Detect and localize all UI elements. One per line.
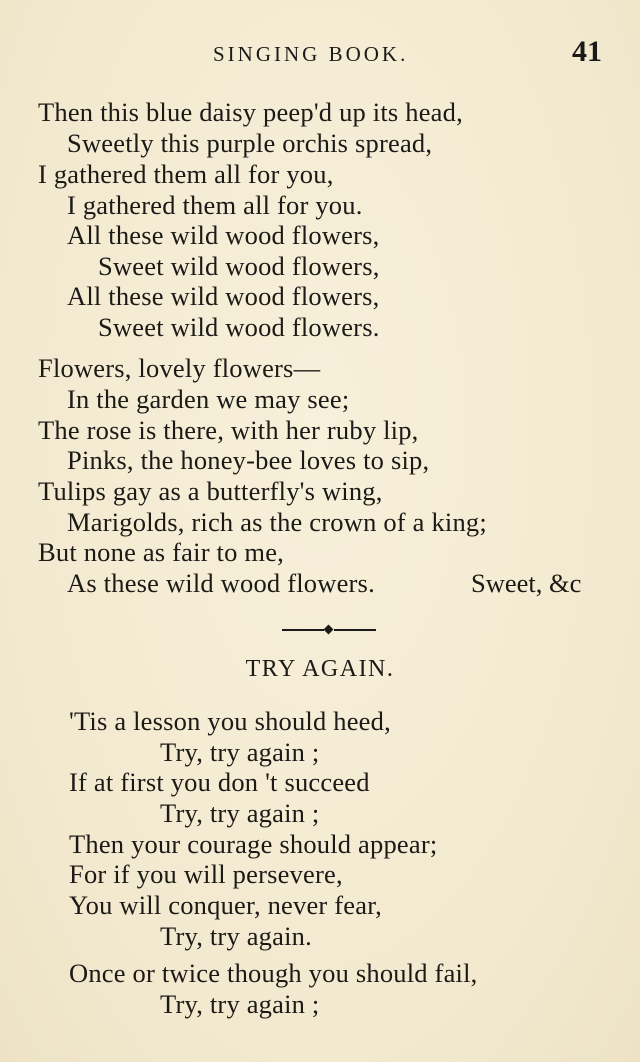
verse-line: But none as fair to me, <box>38 537 284 567</box>
verse-line: Sweetly this purple orchis spread, <box>67 128 433 158</box>
verse-line: All these wild wood flowers, <box>67 281 380 311</box>
verse-line: Tulips gay as a butterfly's wing, <box>38 476 383 506</box>
verse-line: Once or twice though you should fail, <box>69 958 478 988</box>
verse-line: As these wild wood flowers. <box>67 568 375 598</box>
verse-line: Try, try again ; <box>160 989 320 1019</box>
divider-rule-right <box>334 629 376 631</box>
divider-diamond-icon <box>324 625 334 635</box>
verse-line: If at first you don 't succeed <box>69 767 370 797</box>
verse-line: Try, try again ; <box>160 798 320 828</box>
page-number: 41 <box>572 35 602 68</box>
verse-line: I gathered them all for you, <box>38 159 334 189</box>
verse-line: In the garden we may see; <box>67 384 350 414</box>
verse-line: Try, try again. <box>160 921 312 951</box>
song-title: TRY AGAIN. <box>245 656 395 682</box>
verse-line: Sweet wild wood flowers, <box>98 251 380 281</box>
running-title: SINGING BOOK. <box>213 42 409 66</box>
divider-rule-left <box>282 629 324 631</box>
refrain-cue: Sweet, &c <box>471 568 582 598</box>
verse-line: Marigolds, rich as the crown of a king; <box>67 507 487 537</box>
verse-line: Then this blue daisy peep'd up its head, <box>38 97 463 127</box>
ornamental-divider <box>282 623 376 637</box>
verse-line: Flowers, lovely flowers— <box>38 353 321 383</box>
running-head <box>0 35 640 72</box>
verse-line: Sweet wild wood flowers. <box>98 312 380 342</box>
verse-line: Then your courage should appear; <box>69 829 438 859</box>
verse-line: You will conquer, never fear, <box>69 890 383 920</box>
verse-line: I gathered them all for you. <box>67 190 363 220</box>
verse-line: Pinks, the honey-bee loves to sip, <box>67 445 430 475</box>
verse-line: Try, try again ; <box>160 737 320 767</box>
verse-line: For if you will persevere, <box>69 859 343 889</box>
verse-line: All these wild wood flowers, <box>67 220 380 250</box>
verse-line: The rose is there, with her ruby lip, <box>38 415 419 445</box>
verse-line: 'Tis a lesson you should heed, <box>69 706 391 736</box>
